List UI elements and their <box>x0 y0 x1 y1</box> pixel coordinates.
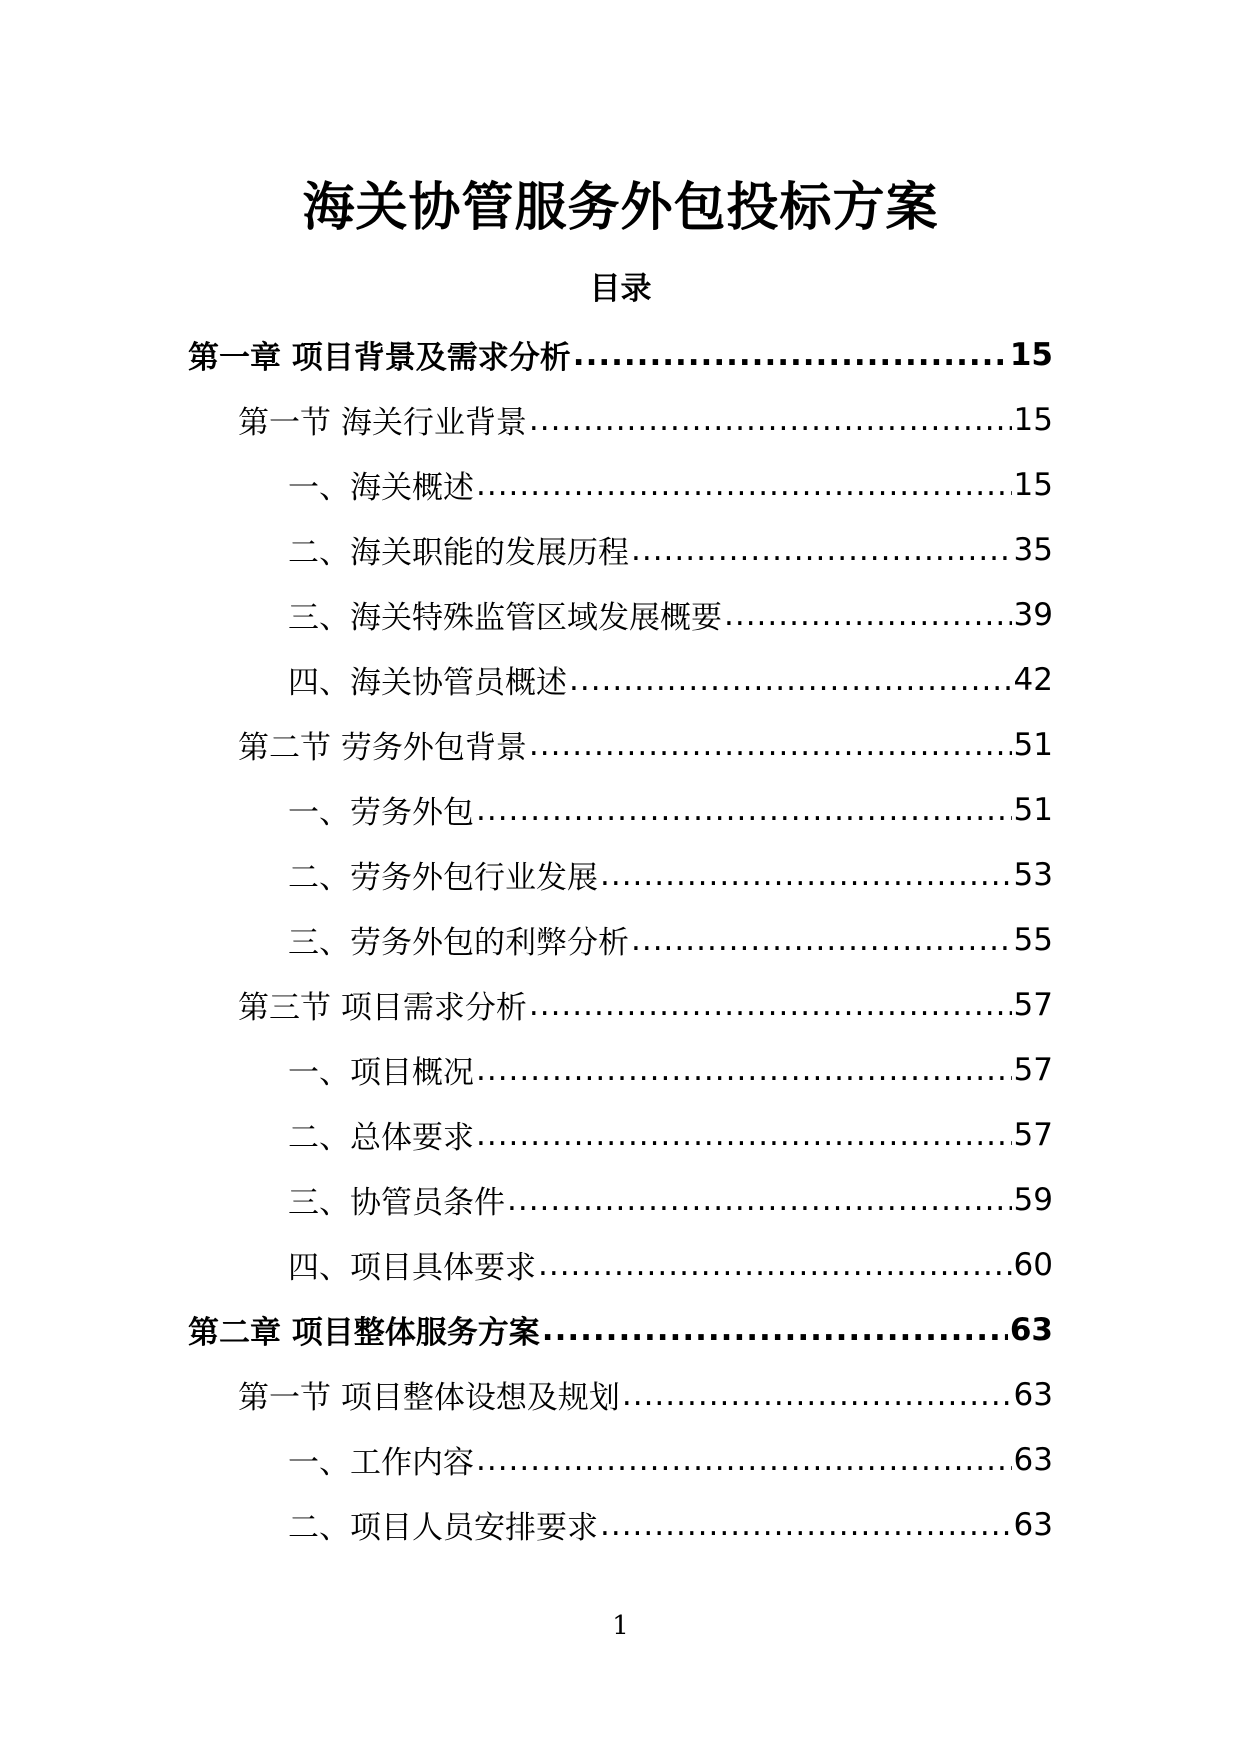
dot-leader <box>529 987 1012 1023</box>
toc-entry-label: 第二章 项目整体服务方案 <box>188 1315 540 1351</box>
toc-entry-subsection[interactable] <box>0 647 1241 712</box>
toc-entry-page: 53 <box>1013 856 1053 893</box>
toc-entry-label: 第一节 项目整体设想及规划 <box>238 1380 620 1416</box>
toc-entry-label: 三、海关特殊监管区域发展概要 <box>288 600 722 636</box>
toc-entry-page: 15 <box>1009 336 1053 373</box>
toc-entry-section[interactable] <box>0 712 1241 777</box>
page-number: 1 <box>612 1611 629 1641</box>
toc-entry-subsection[interactable] <box>0 1102 1241 1167</box>
toc-entry-page: 57 <box>1013 1051 1053 1088</box>
toc-entry-page: 39 <box>1013 596 1053 633</box>
toc-entry-label: 三、劳务外包的利弊分析 <box>288 925 629 961</box>
toc-entry-page: 35 <box>1013 531 1053 568</box>
toc-entry-label: 一、海关概述 <box>288 470 474 506</box>
dot-leader <box>476 1052 1012 1088</box>
toc-entry-subsection[interactable] <box>0 1492 1241 1557</box>
document-title: 海关协管服务外包投标方案 <box>302 178 939 238</box>
toc-entry-subsection[interactable] <box>0 1167 1241 1232</box>
toc-entry-section[interactable] <box>0 972 1241 1037</box>
toc-heading: 目录 <box>589 271 652 307</box>
toc-entry-section[interactable] <box>0 387 1241 452</box>
toc-entry-page: 63 <box>1013 1441 1053 1478</box>
dot-leader <box>542 1312 1008 1348</box>
toc-entry-subsection[interactable] <box>0 452 1241 517</box>
toc-entry-page: 55 <box>1013 921 1053 958</box>
dot-leader <box>538 1247 1012 1283</box>
toc-entry-page: 63 <box>1009 1311 1053 1348</box>
dot-leader <box>476 1117 1012 1153</box>
toc-entry-page: 15 <box>1013 466 1053 503</box>
dot-leader <box>724 597 1012 633</box>
toc-entry-page: 57 <box>1013 986 1053 1023</box>
toc-entry-page: 51 <box>1013 726 1053 763</box>
dot-leader <box>600 1507 1012 1543</box>
toc-entry-page: 51 <box>1013 791 1053 828</box>
toc-entry-label: 第二节 劳务外包背景 <box>238 730 527 766</box>
toc-entry-label: 二、海关职能的发展历程 <box>288 535 629 571</box>
dot-leader <box>600 857 1012 893</box>
dot-leader <box>476 1442 1012 1478</box>
dot-leader <box>529 727 1012 763</box>
toc-entry-page: 59 <box>1013 1181 1053 1218</box>
toc-entry-page: 57 <box>1013 1116 1053 1153</box>
toc-entry-subsection[interactable] <box>0 582 1241 647</box>
toc-entry-label: 四、海关协管员概述 <box>288 665 567 701</box>
dot-leader <box>631 922 1012 958</box>
toc-entry-subsection[interactable] <box>0 842 1241 907</box>
toc-entry-subsection[interactable] <box>0 1232 1241 1297</box>
dot-leader <box>573 337 1008 373</box>
toc-entry-label: 第一章 项目背景及需求分析 <box>188 340 571 376</box>
toc-entry-label: 二、劳务外包行业发展 <box>288 860 598 896</box>
toc-entry-label: 一、工作内容 <box>288 1445 474 1481</box>
toc-entry-subsection[interactable] <box>0 777 1241 842</box>
toc-entry-label: 三、协管员条件 <box>288 1185 505 1221</box>
toc-entry-subsection[interactable] <box>0 1427 1241 1492</box>
toc-entry-section[interactable] <box>0 1362 1241 1427</box>
dot-leader <box>529 402 1012 438</box>
dot-leader <box>476 467 1012 503</box>
dot-leader <box>569 662 1012 698</box>
toc-entry-label: 一、项目概况 <box>288 1055 474 1091</box>
dot-leader <box>622 1377 1012 1413</box>
toc-entry-label: 第三节 项目需求分析 <box>238 990 527 1026</box>
toc-entry-subsection[interactable] <box>0 1037 1241 1102</box>
dot-leader <box>507 1182 1012 1218</box>
toc-entry-label: 二、项目人员安排要求 <box>288 1510 598 1546</box>
toc-entry-page: 63 <box>1013 1506 1053 1543</box>
toc-entry-page: 60 <box>1013 1246 1053 1283</box>
dot-leader <box>631 532 1012 568</box>
toc-entry-subsection[interactable] <box>0 517 1241 582</box>
toc-entry-label: 第一节 海关行业背景 <box>238 405 527 441</box>
table-of-contents <box>0 322 1241 1557</box>
toc-entry-label: 四、项目具体要求 <box>288 1250 536 1286</box>
toc-entry-label: 一、劳务外包 <box>288 795 474 831</box>
toc-entry-page: 15 <box>1013 401 1053 438</box>
toc-entry-subsection[interactable] <box>0 907 1241 972</box>
toc-entry-page: 63 <box>1013 1376 1053 1413</box>
dot-leader <box>476 792 1012 828</box>
toc-entry-label: 二、总体要求 <box>288 1120 474 1156</box>
toc-entry-page: 42 <box>1013 661 1053 698</box>
toc-entry-chapter-1[interactable] <box>0 322 1241 387</box>
toc-entry-chapter-2[interactable] <box>0 1297 1241 1362</box>
